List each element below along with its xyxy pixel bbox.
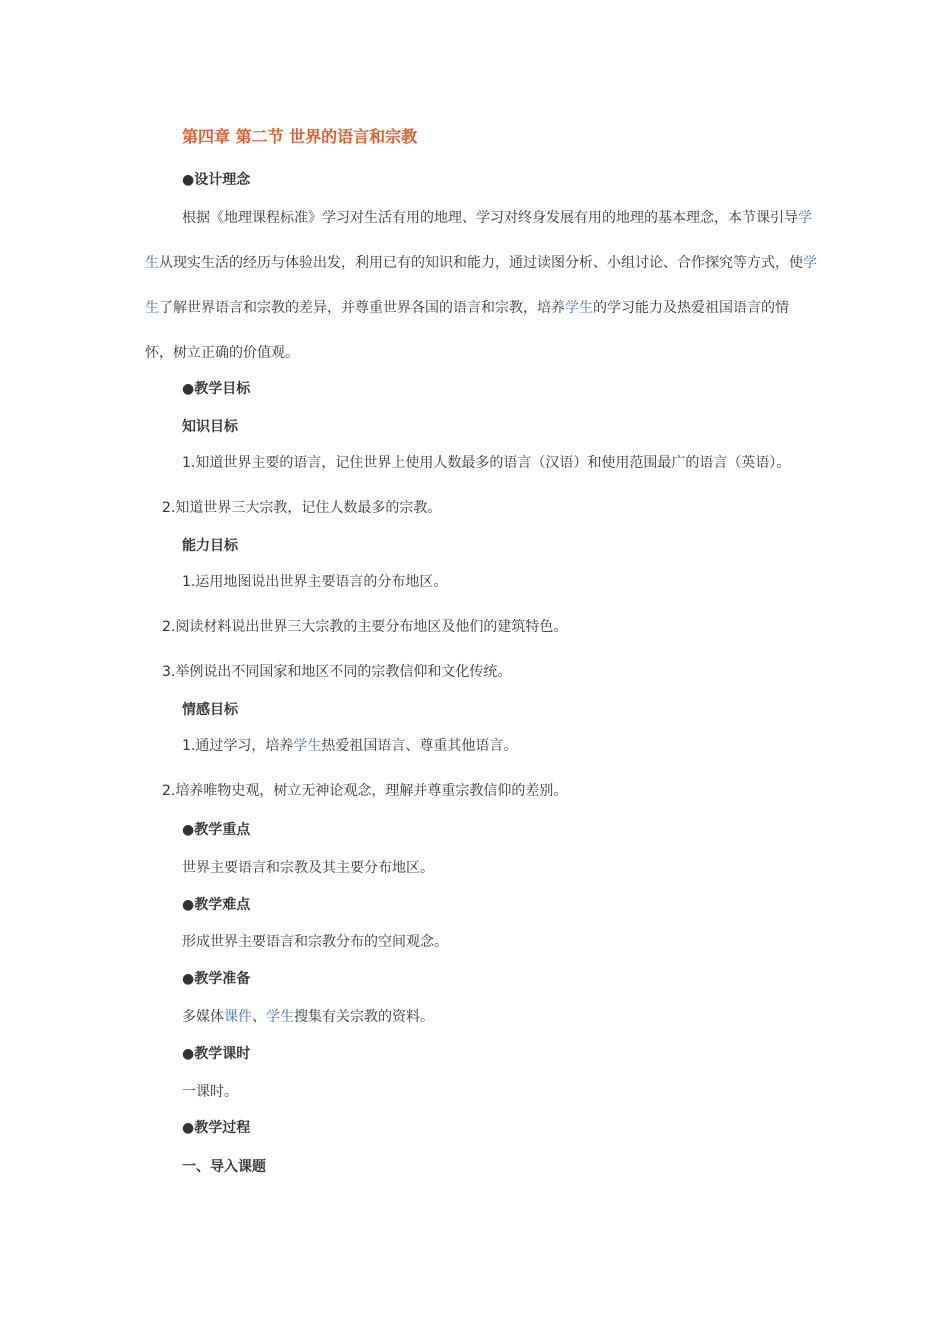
goals-heading: ●教学目标: [182, 381, 251, 397]
student-link[interactable]: 生: [145, 255, 159, 271]
process-step-1: 一、导入课题: [182, 1159, 266, 1175]
prep-text-part: 搜集有关宗教的资料。: [294, 1009, 434, 1025]
student-link[interactable]: 生: [145, 300, 159, 316]
hours-heading: ●教学课时: [182, 1046, 251, 1062]
ability-item-2: 2.阅读材料说出世界三大宗教的主要分布地区及他们的建筑特色。: [162, 619, 568, 635]
emotion-item-2: 2.培养唯物史观，树立无神论观念，理解并尊重宗教信仰的差别。: [162, 783, 568, 799]
design-line-1: [182, 208, 812, 228]
process-heading: ●教学过程: [182, 1120, 251, 1136]
knowledge-heading: 知识目标: [182, 419, 238, 435]
design-text: 根据《地理课程标准》学习对生活有用的地理、学习对终身发展有用的地理的基本理念，本节课引导: [182, 210, 798, 226]
emotion-text: 热爱祖国语言、尊重其他语言。: [321, 738, 518, 754]
emotion-text: 1.通过学习，培养: [182, 738, 294, 754]
emotion-heading: 情感目标: [182, 702, 238, 718]
ability-item-1: 1.运用地图说出世界主要语言的分布地区。: [182, 574, 448, 590]
student-link[interactable]: 学: [803, 255, 817, 271]
knowledge-item-1: 1.知道世界主要的语言，记住世界上使用人数最多的语言（汉语）和使用范围最广的语言（英语）。: [182, 455, 791, 471]
difficulty-heading: ●教学难点: [182, 897, 251, 913]
design-heading: ●设计理念: [182, 172, 251, 188]
student-link[interactable]: 学生: [565, 300, 593, 316]
student-link[interactable]: 学生: [293, 738, 322, 754]
student-link[interactable]: 学: [798, 210, 812, 226]
prep-text-part: 、: [252, 1009, 266, 1025]
design-text: 从现实生活的经历与体验出发，利用已有的知识和能力，通过读图分析、小组讨论、合作探究等方式，使: [159, 255, 803, 271]
ability-item-3: 3.举例说出不同国家和地区不同的宗教信仰和文化传统。: [162, 664, 512, 680]
difficulty-text: 形成世界主要语言和宗教分布的空间观念。: [182, 934, 448, 950]
doc-title: 第四章 第二节 世界的语言和宗教: [182, 127, 418, 146]
ability-heading: 能力目标: [182, 538, 238, 554]
design-line-2: [145, 253, 817, 273]
design-text: 了解世界语言和宗教的差异，并尊重世界各国的语言和宗教，培养: [159, 300, 565, 316]
key-text: 世界主要语言和宗教及其主要分布地区。: [182, 860, 434, 876]
hours-text: 一课时。: [182, 1084, 238, 1100]
emotion-item-1: [182, 736, 517, 756]
courseware-link[interactable]: 课件: [224, 1009, 252, 1025]
prep-text-part: 多媒体: [182, 1009, 224, 1025]
key-heading: ●教学重点: [182, 822, 251, 838]
design-line-4: 怀，树立正确的价值观。: [145, 345, 299, 361]
design-line-3: [145, 298, 789, 318]
prep-text: [182, 1007, 434, 1027]
prep-heading: ●教学准备: [182, 971, 251, 987]
design-text: 的学习能力及热爱祖国语言的情: [593, 300, 789, 316]
knowledge-item-2: 2.知道世界三大宗教，记住人数最多的宗教。: [162, 500, 442, 516]
student-link[interactable]: 学生: [266, 1009, 294, 1025]
